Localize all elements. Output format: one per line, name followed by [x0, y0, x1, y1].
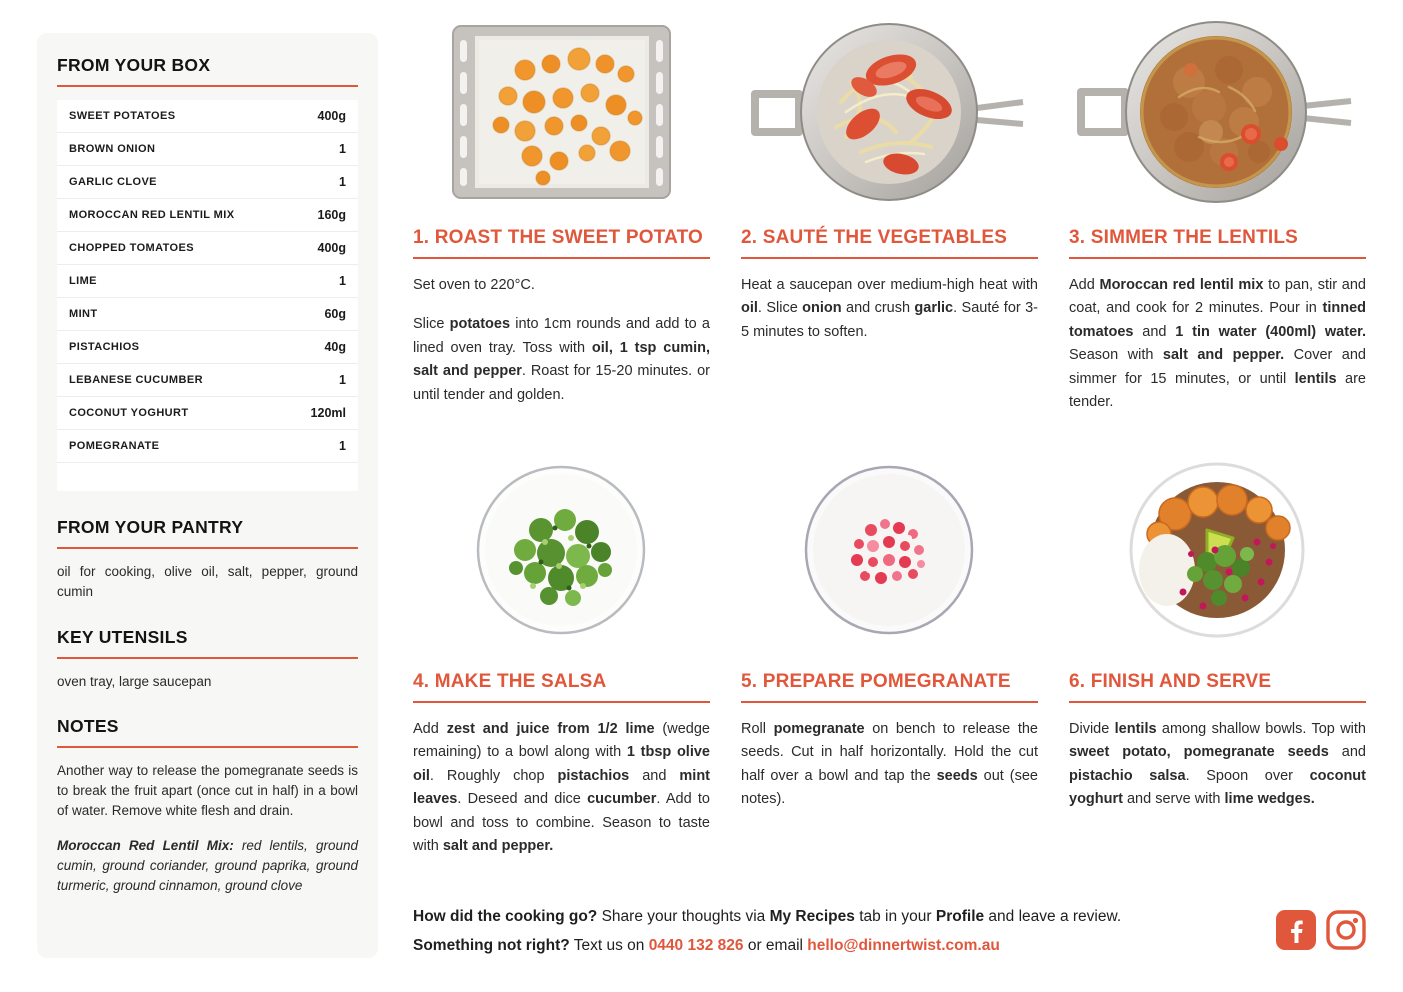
instagram-icon[interactable]	[1326, 910, 1366, 950]
step-4	[413, 455, 710, 902]
ingredient-name: MINT	[69, 308, 98, 320]
footer-feedback-line: How did the cooking go? Share your thoughts via My Recipes tab in your Profile and leave a review.	[413, 908, 1122, 925]
ingredient-quantity: 120ml	[310, 406, 346, 420]
ingredient-quantity: 1	[339, 142, 346, 156]
utensils-text: oven tray, large saucepan	[57, 673, 212, 689]
ingredient-name: POMEGRANATE	[69, 440, 160, 452]
footer	[413, 906, 1366, 965]
ingredient-quantity: 1	[339, 175, 346, 189]
ingredient-name: CHOPPED TOMATOES	[69, 242, 194, 254]
from-your-pantry-title: FROM YOUR PANTRY	[57, 517, 358, 549]
step-1-photo-roasted-sweet-potato-tray	[413, 8, 710, 215]
ingredient-name: GARLIC CLOVE	[69, 176, 157, 188]
lentil-mix-label: Moroccan Red Lentil Mix:	[57, 837, 234, 853]
step-4-instructions: Add zest and juice from 1/2 lime (wedge remaining) to a bowl along with 1 tbsp olive oil. Roughly chop pistachios and mint leaves. Deseed and dice cucumber. Add to bowl and toss to combine. Season to taste with salt and pepper.	[413, 721, 711, 855]
ingredient-quantity: 1	[339, 373, 346, 387]
step-3-title: 3. SIMMER THE LENTILS	[1069, 227, 1366, 259]
step-1-title: 1. ROAST THE SWEET POTATO	[413, 227, 710, 259]
step-6-photo-finished-bowl	[1069, 455, 1366, 645]
ingredient-quantity: 40g	[324, 340, 346, 354]
ingredient-row	[57, 100, 358, 133]
ingredient-quantity: 1	[339, 439, 346, 453]
ingredient-name: BROWN ONION	[69, 143, 156, 155]
sidebar	[37, 33, 378, 958]
step-5-photo-pomegranate-seeds-bowl	[741, 455, 1038, 645]
ingredient-row	[57, 430, 358, 463]
step-3-instructions: Add Moroccan red lentil mix to pan, stir and coat, and cook for 2 minutes. Pour in tinned tomatoes and 1 tin water (400ml) water. Season with salt and pepper. Cover and simmer for 15 minutes, or until lentils are tender.	[1069, 277, 1366, 411]
facebook-icon[interactable]	[1276, 910, 1316, 950]
notes-title: NOTES	[57, 716, 358, 748]
pantry-text: oil for cooking, olive oil, salt, pepper, ground cumin	[57, 564, 358, 600]
step-2-title: 2. SAUTÉ THE VEGETABLES	[741, 227, 1038, 259]
step-4-title: 4. MAKE THE SALSA	[413, 671, 710, 703]
ingredient-quantity: 400g	[317, 109, 346, 123]
notes-paragraph-2	[57, 836, 358, 897]
step-6-instructions: Divide lentils among shallow bowls. Top with sweet potato, pomegranate seeds and pistachio salsa. Spoon over coconut yoghurt and serve with lime wedges.	[1069, 721, 1367, 808]
ingredients-table	[57, 100, 358, 491]
notes-section	[57, 761, 358, 897]
ingredient-row	[57, 331, 358, 364]
step-5-title: 5. PREPARE POMEGRANATE	[741, 671, 1038, 703]
ingredient-quantity: 160g	[317, 208, 346, 222]
step-6	[1069, 455, 1366, 902]
ingredient-name: LIME	[69, 275, 97, 287]
ingredient-row	[57, 232, 358, 265]
steps-area	[413, 8, 1366, 902]
step-2-photo-saucepan-vegetables	[741, 8, 1038, 215]
ingredient-name: SWEET POTATOES	[69, 110, 176, 122]
ingredient-quantity: 400g	[317, 241, 346, 255]
ingredient-row	[57, 133, 358, 166]
ingredient-row	[57, 265, 358, 298]
ingredient-name: COCONUT YOGHURT	[69, 407, 189, 419]
step-3	[1069, 8, 1366, 455]
ingredient-row	[57, 397, 358, 430]
key-utensils-title: KEY UTENSILS	[57, 627, 358, 659]
ingredient-row	[57, 199, 358, 232]
ingredient-quantity: 60g	[324, 307, 346, 321]
footer-contact-line: Something not right? Text us on 0440 132 826 or email hello@dinnertwist.com.au	[413, 937, 1000, 955]
step-2	[741, 8, 1038, 455]
ingredient-row	[57, 364, 358, 397]
step-3-photo-lentil-stew-pot	[1069, 8, 1366, 215]
ingredient-name: MOROCCAN RED LENTIL MIX	[69, 209, 235, 221]
step-6-title: 6. FINISH AND SERVE	[1069, 671, 1366, 703]
step-2-instructions: Heat a saucepan over medium-high heat with oil. Slice onion and crush garlic. Sauté for 3-5 minutes to soften.	[741, 277, 1038, 340]
from-your-box-title: FROM YOUR BOX	[57, 55, 358, 87]
ingredient-row	[57, 166, 358, 199]
step-5	[741, 455, 1038, 902]
lentil-mix-contents: red lentils, ground cumin, ground coriander, ground paprika, ground turmeric, ground cinnamon, ground clove	[57, 837, 358, 893]
step-1	[413, 8, 710, 455]
step-5-instructions: Roll pomegranate on bench to release the seeds. Cut in half horizontally. Hold the cut half over a bowl and tap the seeds out (see notes).	[741, 721, 1038, 808]
step-4-photo-salsa-bowl	[413, 455, 710, 645]
ingredient-name: PISTACHIOS	[69, 341, 140, 353]
ingredient-name: LEBANESE CUCUMBER	[69, 374, 203, 386]
notes-paragraph-1: Another way to release the pomegranate seeds is to break the fruit apart (once cut in half) in a bowl of water. Remove white flesh and drain.	[57, 762, 358, 819]
ingredient-quantity: 1	[339, 274, 346, 288]
ingredient-row	[57, 298, 358, 331]
step-1-instructions: Set oven to 220°C. Slice potatoes into 1cm rounds and add to a lined oven tray. Toss with oil, 1 tsp cumin, salt and pepper. Roast for 15-20 minutes. or until tender and golden.	[413, 277, 711, 403]
